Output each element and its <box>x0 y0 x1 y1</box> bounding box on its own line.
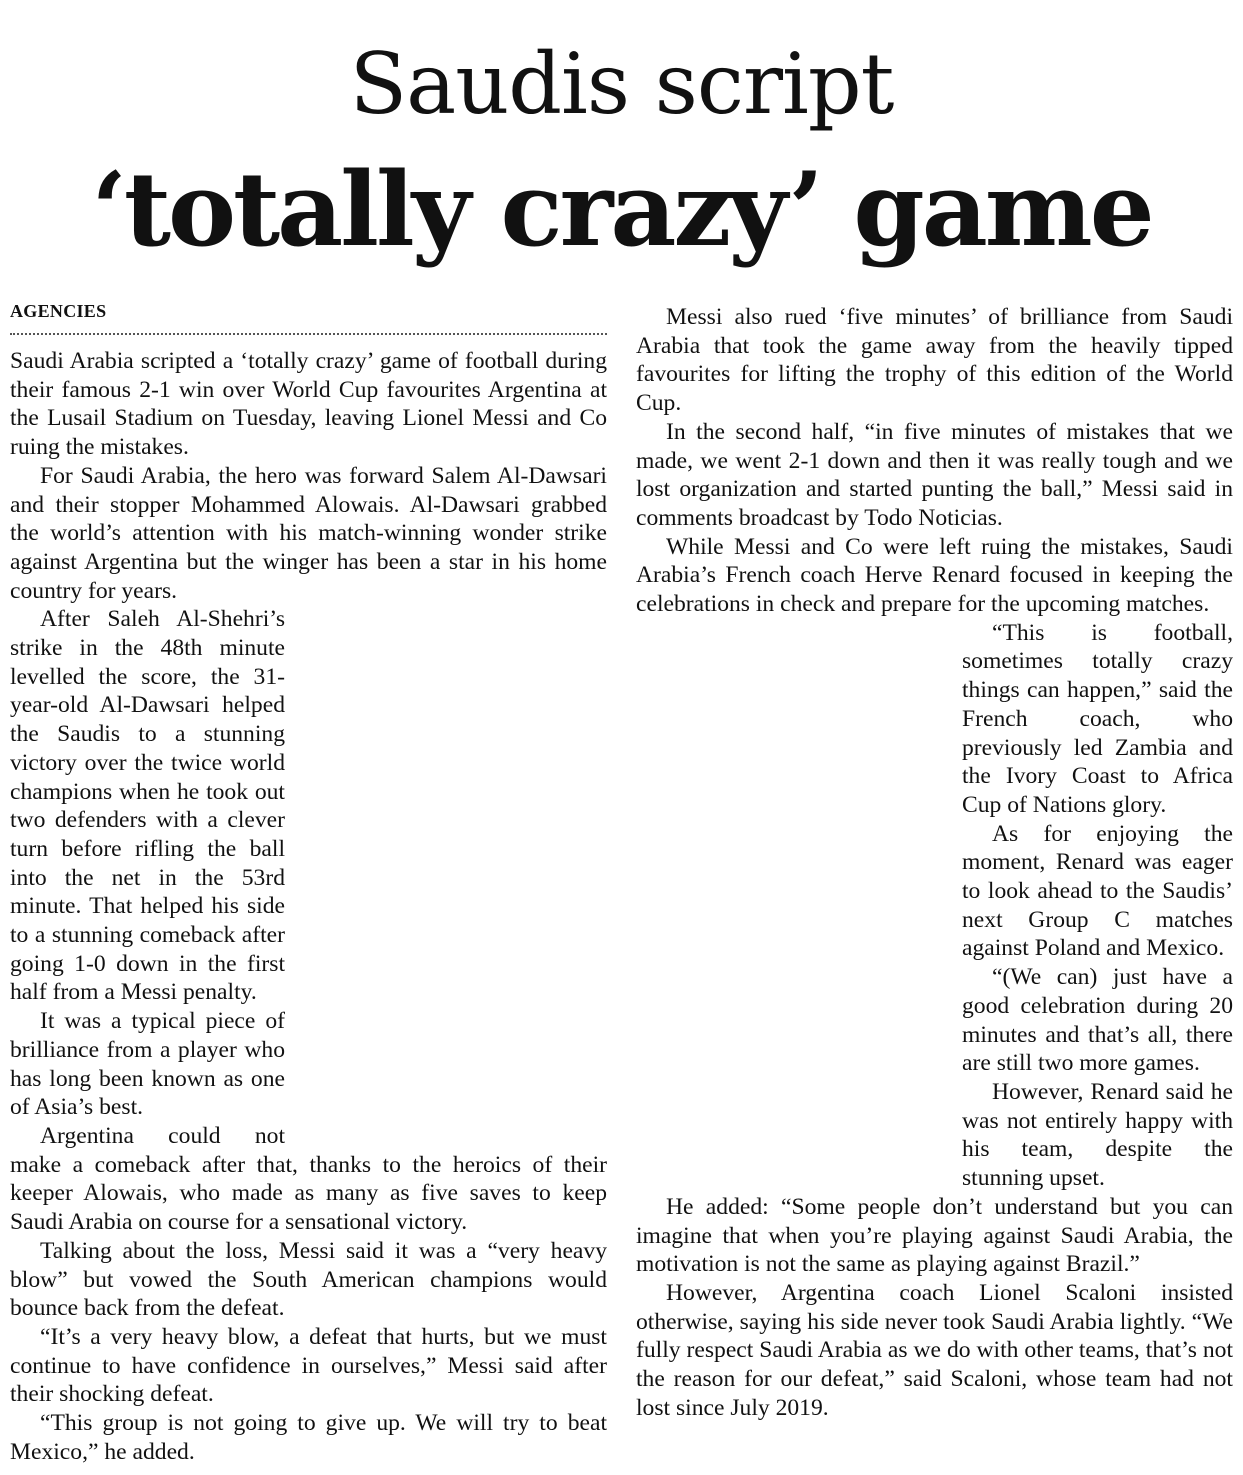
paragraph: However, Argentina coach Lionel Scaloni insisted otherwise, saying his side never took Saudi Arabia lightly. “We fully respect Saudi Arabia as we do with other teams, that’s not the reason for our defeat,” said Scaloni, whose team had not lost since July 2019. <box>636 1279 1233 1421</box>
paragraph: “This is football, sometimes totally crazy things can happen,” said the French coach, who previously led Zambia and the Ivory Coast to Africa Cup of Nations glory. <box>962 619 1233 818</box>
paragraph: In the second half, “in five minutes of mistakes that we made, we went 2-1 down and then it was really tough and we lost organization and started punting the ball,” Messi said in comments broadcast by Todo Noticias. <box>636 418 1233 531</box>
paragraph: However, Renard said he was not entirely happy with his team, despite the stunning upset. <box>962 1078 1233 1192</box>
paragraph: “This group is not going to give up. We will try to beat Mexico,” he added. <box>10 1410 607 1465</box>
headline-line-2: ‘totally crazy’ game <box>91 150 1152 270</box>
right-column <box>636 303 1233 1422</box>
byline: AGENCIES <box>10 298 607 335</box>
paragraph: After Saleh Al-Shehri’s strike in the 48th minute levelled the score, the 31-year-old Al-Dawsari helped the Saudis to a stunning victory over the twice world champions when he took out two defenders with a clever turn before rifling the ball into the net in the 53rd minute. That helped his side to a stunning comeback after going 1-0 down in the first half from a Messi penalty. <box>10 606 285 1006</box>
image-space <box>285 720 607 1148</box>
paragraph: It was a typical piece of brilliance from a player who has long been known as one of Asia’s best. <box>10 1008 285 1121</box>
paragraph: Saudi Arabia scripted a ‘totally crazy’ game of football during their famous 2-1 win over World Cup favourites Argentina at the Lusail Stadium on Tuesday, leaving Lionel Messi and Co ruing the mistakes. <box>10 348 607 461</box>
paragraph: Messi also rued ‘five minutes’ of brilliance from Saudi Arabia that took the game away from the heavily tipped favourites for lifting the trophy of this edition of the World Cup. <box>636 304 1233 417</box>
paragraph: For Saudi Arabia, the hero was forward Salem Al-Dawsari and their stopper Mohammed Alowais. Al-Dawsari grabbed the world’s attention with his match-winning wonder strike against Argentina but the winger has been a star in his home country for years. <box>10 462 607 604</box>
left-column <box>10 298 607 1466</box>
paragraph: He added: “Some people don’t understand but you can imagine that when you’re playing against Saudi Arabia, the motivation is not the same as playing against Brazil.” <box>636 1193 1233 1278</box>
paragraph: “It’s a very heavy blow, a defeat that hurts, but we must continue to have confidence in ourselves,” Messi said after their shocking defeat. <box>10 1323 607 1408</box>
paragraph: As for enjoying the moment, Renard was eager to look ahead to the Saudis’ next Group C matches against Poland and Mexico. <box>962 820 1233 962</box>
paragraph: Talking about the loss, Messi said it was a “very heavy blow” but vowed the South American champions would bounce back from the defeat. <box>10 1237 607 1322</box>
headline-line-1: Saudis script <box>349 35 894 133</box>
paragraph: While Messi and Co were left ruing the mistakes, Saudi Arabia’s French coach Herve Renard focused in keeping the celebrations in check and prepare for the upcoming matches. <box>636 533 1233 618</box>
paragraph: “(We can) just have a good celebration during 20 minutes and that’s all, there are still two more games. <box>962 964 1233 1077</box>
image-space <box>636 706 962 1165</box>
paragraph: Argentina could not make a comeback after that, thanks to the heroics of their keeper Alowais, who made as many as five saves to keep Saudi Arabia on course for a sensational victory. <box>10 1122 607 1236</box>
